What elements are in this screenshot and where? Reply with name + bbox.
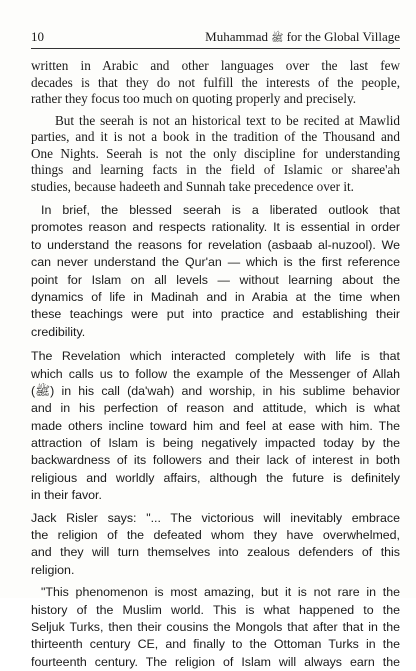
page-number: 10 [31, 29, 44, 44]
text-line: to understand the reasons for revelation (asbaab al-nuzool). We [31, 237, 400, 252]
page-body [31, 58, 400, 671]
text-line: rather they focus too much on quoting properly and precisely. [31, 91, 357, 106]
text-line: credibility. [31, 324, 86, 339]
text-line: But the seerah is not an historical text to be recited at Mawlid [55, 112, 400, 128]
text-line: The Revelation which interacted completely with life is that [31, 349, 400, 364]
paragraph-4 [31, 348, 400, 505]
pbuh-glyph: ﷺ [271, 33, 284, 44]
text-line: parties, and it is not a book in the tradition of the Thousand and [31, 129, 400, 144]
text-line: the religion of the defeated whom they have overwhelmed, [31, 528, 400, 543]
running-header [31, 26, 400, 49]
text-line: (ﷺ) in his call (da'wah) and worship, in his sublime behavior [31, 383, 400, 398]
text-line: written in Arabic and other languages over the last few [31, 58, 400, 73]
text-line: fourteenth century. The religion of Islam will always earn the [31, 654, 400, 669]
text-line: thirteenth century CE, and finally to the Ottoman Turks in the [31, 637, 400, 652]
running-title [205, 29, 400, 46]
paragraph-1 [31, 58, 400, 108]
text-line: attraction of Islam is being negatively impacted today by the [31, 436, 400, 451]
text-line: can never understand the Qur'an — which is the first reference [31, 255, 400, 270]
text-line: religion. [31, 562, 75, 577]
text-line: In brief, the blessed seerah is a liberated outlook that [41, 203, 400, 217]
running-title-start: Muhammad [205, 29, 272, 44]
paragraph-2 [31, 113, 400, 196]
text-line: history of the Muslim world. This is what happened to the [31, 602, 400, 617]
text-line: Seljuk Turks, then their cousins the Mongols that after that in the [31, 619, 400, 634]
text-line: in their favor. [31, 488, 102, 503]
paragraph-5 [31, 510, 400, 580]
paragraph-3 [31, 202, 400, 341]
text-line: things and learning facts in the field of Islamic or sharee'ah [31, 162, 400, 177]
text-line: which calls us to follow the example of the Messenger of Allah [31, 366, 400, 381]
text-line: decades is that they do not fulfill the interests of the people, [31, 74, 400, 90]
text-line: and in his perfection of reason and attitude, which is what [31, 401, 400, 416]
text-line: One Nights. Seerah is not the only discipline for understanding [31, 145, 400, 161]
text-line: backwardness of its followers and their lack of interest in both [31, 453, 400, 468]
text-line: point for Islam on all levels — without learning about the [31, 272, 400, 287]
text-line: "This phenomenon is most amazing, but it is not rare in the [41, 585, 400, 600]
text-line: made others incline toward him and feel at ease with him. The [31, 418, 400, 433]
text-line: dynamics of life in Madinah and in Arabia at the time when [31, 289, 400, 304]
text-line: studies, because hadeeth and Sunnah take precedence over it. [31, 178, 354, 194]
text-line: Jack Risler says: "... The victorious will inevitably embrace [31, 510, 400, 525]
paragraph-6 [31, 584, 400, 671]
text-line: and they will turn themselves into zealous defenders of this [31, 545, 400, 560]
text-line: these teachings were put into practice and establishing their [31, 307, 400, 322]
running-title-end: for the Global Village [283, 29, 400, 44]
text-line: religious and worldly affairs, although the future is definitely [31, 470, 400, 485]
text-line: promotes reason and respects rationality. It is essential in order [31, 220, 400, 235]
